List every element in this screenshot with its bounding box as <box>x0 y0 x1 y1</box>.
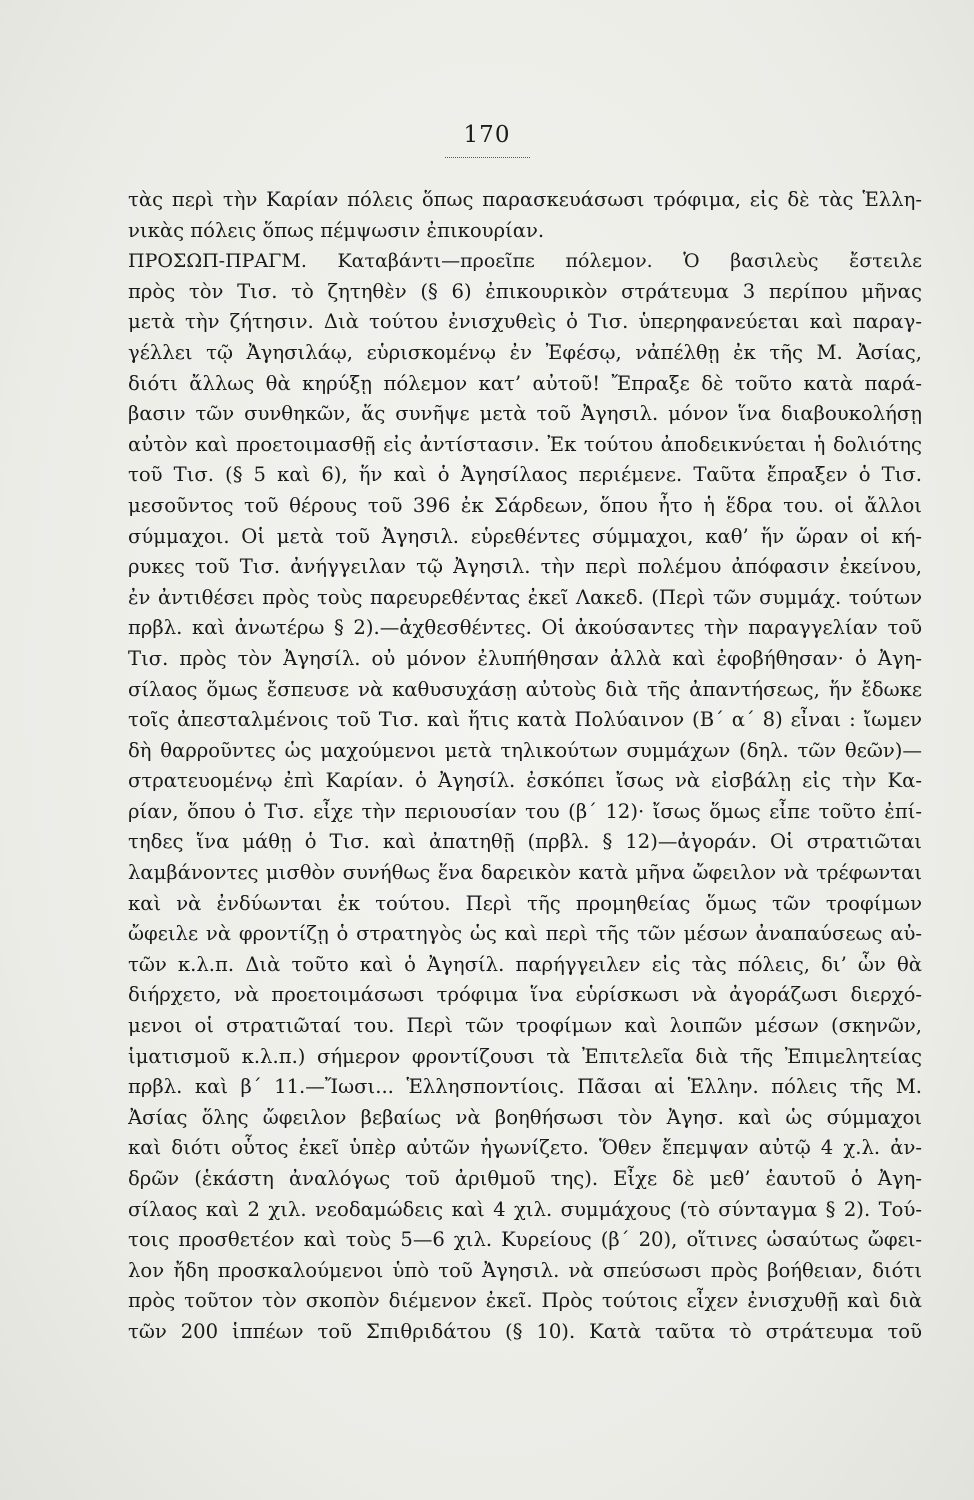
text-line: σίλαος ὅμως ἔσπευσε νὰ καθυσυχάσῃ αὐτοὺς διὰ τῆς ἀπαντήσεως, ἥν ἔδωκε <box>128 677 922 701</box>
text-line: τοις προσθετέον καὶ τοὺς 5—6 χιλ. Κυρείους (β΄ 20), οἵτινες ὡσαύτως ὤφει- <box>128 1228 922 1252</box>
text-line: πρὸς τοῦτον τὸν σκοπὸν διέμενον ἐκεῖ. Πρὸς τούτοις εἶχεν ἐνισχυθῇ καὶ διὰ <box>128 1289 922 1313</box>
text-line: καὶ νὰ ἐνδύωνται ἐκ τούτου. Περὶ τῆς προμηθείας ὅμως τῶν τροφίμων <box>128 891 922 915</box>
text-line: δρῶν (ἑκάστη ἀναλόγως τοῦ ἀριθμοῦ της). Εἶχε δὲ μεθ’ ἑαυτοῦ ὁ Ἀγη- <box>128 1167 922 1190</box>
text-line: Ἀσίας ὅλης ὤφειλον βεβαίως νὰ βοηθήσωσι τὸν Ἀγησ. καὶ ὡς σύμμαχοι <box>128 1105 922 1129</box>
text-line: διήρχετο, νὰ προετοιμάσωσι τρόφιμα ἵνα εὑρίσκωσι νὰ ἀγοράζωσι διερχό- <box>128 983 922 1007</box>
page-number-underline <box>445 157 530 158</box>
text-line: τοῦ Τισ. (§ 5 καὶ 6), ἥν καὶ ὁ Ἀγησίλαος περιέμενε. Ταῦτα ἔπραξεν ὁ Τισ. <box>128 463 922 487</box>
text-line: τὰς περὶ τὴν Καρίαν πόλεις ὅπως παρασκευάσωσι τρόφιμα, εἰς δὲ τὰς Ἑλλη- <box>128 188 922 211</box>
text-line: ἱματισμοῦ κ.λ.π.) σήμερον φροντίζουσι τὰ Ἐπιτελεῖα διὰ τῆς Ἐπιμελητείας <box>128 1044 922 1068</box>
text-line: καὶ διότι οὗτος ἐκεῖ ὑπὲρ αὐτῶν ἠγωνίζετο. Ὅθεν ἔπεμψαν αὐτῷ 4 χ.λ. ἀν- <box>128 1136 922 1160</box>
text-line: ἐν ἀντιθέσει πρὸς τοὺς παρευρεθέντας ἐκεῖ Λακεδ. (Περὶ τῶν συμμάχ. τούτων <box>128 585 922 609</box>
text-line: αὐτὸν καὶ προετοιμασθῇ εἰς ἀντίστασιν. Ἐκ τούτου ἀποδεικνύεται ἡ δολιότης <box>128 432 922 456</box>
text-line: ρυκες τοῦ Τισ. ἀνήγγειλαν τῷ Ἀγησιλ. τὴν περὶ πολέμου ἀπόφασιν ἐκείνου, <box>128 555 922 579</box>
text-line: ρίαν, ὅπου ὁ Τισ. εἶχε τὴν περιουσίαν του (β΄ 12)· ἴσως ὅμως εἶπε τοῦτο ἐπί- <box>128 799 922 823</box>
text-line: τοῖς ἀπεσταλμένοις τοῦ Τισ. καὶ ἥτις κατὰ Πολύαινον (Β΄ α΄ 8) εἶναι : ἴωμεν <box>128 708 922 732</box>
text-line: λαμβάνοντες μισθὸν συνήθως ἕνα δαρεικὸν κατὰ μῆνα ὤφειλον νὰ τρέφωνται <box>128 861 922 885</box>
text-line: πρβλ. καὶ ἀνωτέρω § 2).—ἀχθεσθέντες. Οἱ ἀκούσαντες τὴν παραγγελίαν τοῦ <box>128 616 922 640</box>
text-line: ὤφειλε νὰ φροντίζῃ ὁ στρατηγὸς ὡς καὶ περὶ τῆς τῶν μέσων ἀναπαύσεως αὐ- <box>128 922 922 946</box>
text-line: τῶν κ.λ.π. Διὰ τοῦτο καὶ ὁ Ἀγησίλ. παρήγγειλεν εἰς τὰς πόλεις, δι’ ὧν θὰ <box>128 952 922 976</box>
text-line: μεσοῦντος τοῦ θέρους τοῦ 396 ἐκ Σάρδεων, ὅπου ἦτο ἡ ἕδρα του. οἱ ἄλλοι <box>128 493 922 517</box>
text-line: πρὸς τὸν Τισ. τὸ ζητηθὲν (§ 6) ἐπικουρικὸν στράτευμα 3 περίπου μῆνας <box>128 279 922 303</box>
text-line: δὴ θαρροῦντες ὡς μαχούμενοι μετὰ τηλικούτων συμμάχων (δηλ. τῶν θεῶν)— <box>128 738 922 762</box>
text-line-heading: ΠΡΟΣΩΠ-ΠΡΑΓΜ. Καταβάντι—προεῖπε πόλεμον. Ὁ βασιλεὺς ἔστειλε <box>128 250 922 273</box>
text-line: νικὰς πόλεις ὅπως πέμψωσιν ἐπικουρίαν. <box>128 218 545 242</box>
text-line: τῶν 200 ἱππέων τοῦ Σπιθριδάτου (§ 10). Κατὰ ταῦτα τὸ στράτευμα τοῦ <box>128 1319 922 1343</box>
text-line: τηδες ἵνα μάθῃ ὁ Τισ. καὶ ἀπατηθῇ (πρβλ. § 12)—ἀγοράν. Οἱ στρατιῶται <box>128 830 922 854</box>
text-line: στρατευομένῳ ἐπὶ Καρίαν. ὁ Ἀγησίλ. ἐσκόπει ἴσως νὰ εἰσβάλῃ εἰς τὴν Κα- <box>128 769 922 793</box>
text-line: βασιν τῶν συνθηκῶν, ἅς συνῆψε μετὰ τοῦ Ἀγησιλ. μόνον ἵνα διαβουκολήσῃ <box>128 402 922 426</box>
body-text <box>128 185 922 1348</box>
text-line: γέλλει τῷ Ἀγησιλάῳ, εὑρισκομένῳ ἐν Ἐφέσῳ, νἀπέλθῃ ἐκ τῆς Μ. Ἀσίας, <box>128 340 922 364</box>
text-line: πρβλ. καὶ β΄ 11.—Ἴωσι... Ἑλλησποντίοις. Πᾶσαι αἱ Ἑλλην. πόλεις τῆς Μ. <box>128 1075 922 1099</box>
text-line: σύμμαχοι. Οἱ μετὰ τοῦ Ἀγησιλ. εὑρεθέντες σύμμαχοι, καθ’ ἥν ὥραν οἱ κή- <box>128 524 922 548</box>
text-line: Τισ. πρὸς τὸν Ἀγησίλ. οὐ μόνον ἐλυπήθησαν ἀλλὰ καὶ ἐφοβήθησαν· ὁ Ἀγη- <box>128 646 922 670</box>
text-line: μενοι οἱ στρατιῶταί του. Περὶ τῶν τροφίμων καὶ λοιπῶν μέσων (σκηνῶν, <box>128 1014 922 1038</box>
text-line: σίλαος καὶ 2 χιλ. νεοδαμώδεις καὶ 4 χιλ. συμμάχους (τὸ σύνταγμα § 2). Τού- <box>128 1197 922 1221</box>
text-line: μετὰ τὴν ζήτησιν. Διὰ τούτου ἐνισχυθεὶς ὁ Τισ. ὑπερηφανεύεται καὶ παραγ- <box>128 310 922 334</box>
text-line: λον ἤδη προσκαλούμενοι ὑπὸ τοῦ Ἀγησιλ. νὰ σπεύσωσι πρὸς βοήθειαν, διότι <box>128 1258 922 1282</box>
page-number: 170 <box>463 122 511 148</box>
text-line: διότι ἄλλως θὰ κηρύξῃ πόλεμον κατ’ αὐτοῦ! Ἔπραξε δὲ τοῦτο κατὰ παρά- <box>128 371 922 395</box>
